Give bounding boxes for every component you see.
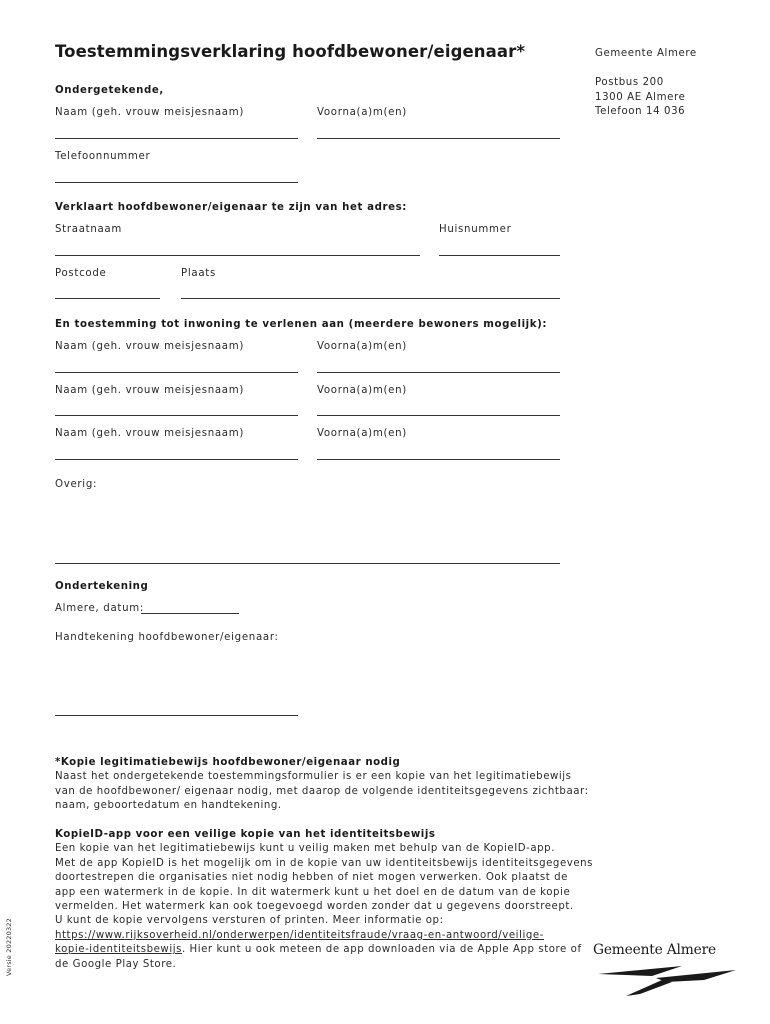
postcode-label: Postcode bbox=[55, 268, 107, 279]
bewoner-naam-label: Naam (geh. vrouw meisjesnaam) bbox=[55, 341, 245, 352]
telefoon-label: Telefoonnummer bbox=[55, 151, 151, 162]
handtekening-label: Handtekening hoofdbewoner/eigenaar: bbox=[55, 632, 279, 643]
footnote-text-line: doortestrepen die organisaties niet nodig hebben of niet mogen verwerken. Ook plaatst de bbox=[55, 872, 568, 884]
postcode-field[interactable] bbox=[55, 298, 160, 299]
bewoner-voornaam-field[interactable] bbox=[317, 415, 560, 416]
footnote-legitimatie bbox=[55, 756, 589, 814]
logo-text: Gemeente Almere bbox=[593, 942, 716, 958]
naam-label: Naam (geh. vrouw meisjesnaam) bbox=[55, 107, 245, 118]
plaats-label: Plaats bbox=[181, 268, 216, 279]
voornaam-label: Voorna(a)m(en) bbox=[317, 107, 407, 118]
bewoner-voornaam-label: Voorna(a)m(en) bbox=[317, 385, 407, 396]
rijksoverheid-link[interactable]: https://www.rijksoverheid.nl/onderwerpen/identiteitsfraude/vraag-en-antwoord/veilige- bbox=[55, 929, 544, 941]
footnote-text-line: app een watermerk in de kopie. In dit watermerk kunt u het doel en de datum van de kopie bbox=[55, 886, 571, 898]
section-inwoning-heading: En toestemming tot inwoning te verlenen aan (meerdere bewoners mogelijk): bbox=[55, 319, 548, 330]
overig-field[interactable] bbox=[55, 563, 560, 564]
bewoner-naam-label: Naam (geh. vrouw meisjesnaam) bbox=[55, 385, 245, 396]
section-adres-heading: Verklaart hoofdbewoner/eigenaar te zijn van het adres: bbox=[55, 202, 407, 213]
footnote-kopieid bbox=[55, 828, 593, 972]
bewoner-voornaam-label: Voorna(a)m(en) bbox=[317, 341, 407, 352]
footnote-text-line: Met de app KopieID is het mogelijk om in de kopie van uw identiteitsbewijs identiteitsgegevens bbox=[55, 857, 594, 869]
huisnummer-field[interactable] bbox=[439, 255, 560, 256]
footnote-text-line: Naast het ondergetekende toestemmingsformulier is er een kopie van het legitimatiebewijs bbox=[55, 771, 572, 783]
address-line2: 1300 AE Almere bbox=[595, 92, 686, 103]
bewoner-naam-field[interactable] bbox=[55, 415, 298, 416]
footnote-text-line: de Google Play Store. bbox=[55, 958, 177, 970]
straatnaam-label: Straatnaam bbox=[55, 224, 122, 235]
ondertekening-heading: Ondertekening bbox=[55, 581, 149, 592]
page-title: Toestemmingsverklaring hoofdbewoner/eigenaar* bbox=[55, 42, 526, 61]
footnote-text-after-link: . Hier kunt u ook meteen de app downloaden via de Apple App store of bbox=[181, 944, 582, 956]
address-org: Gemeente Almere bbox=[595, 48, 697, 59]
datum-label: Almere, datum: bbox=[55, 603, 145, 614]
handtekening-field[interactable] bbox=[55, 715, 298, 716]
bewoner-voornaam-label: Voorna(a)m(en) bbox=[317, 428, 407, 439]
address-line1: Postbus 200 bbox=[595, 77, 664, 88]
huisnummer-label: Huisnummer bbox=[439, 224, 512, 235]
overig-label: Overig: bbox=[55, 479, 98, 490]
footnote-text-line: vermelden. Het watermerk kan ook toegevoegd worden zonder dat u gegevens doorstreept. bbox=[55, 901, 574, 913]
naam-field[interactable] bbox=[55, 138, 298, 139]
datum-field[interactable] bbox=[141, 613, 239, 614]
almere-logo-icon bbox=[596, 962, 742, 998]
bewoner-voornaam-field[interactable] bbox=[317, 459, 560, 460]
rijksoverheid-link-continued[interactable]: kopie-identiteitsbewijs bbox=[55, 944, 182, 956]
footnote-text-line: van de hoofdbewoner/ eigenaar nodig, met daarop de volgende identiteitsgegevens zichtbaar: bbox=[55, 785, 589, 797]
footnote-text-line: U kunt de kopie vervolgens versturen of printen. Meer informatie op: bbox=[55, 915, 444, 927]
straatnaam-field[interactable] bbox=[55, 255, 420, 256]
footnote-text-line: naam, geboortedatum en handtekening. bbox=[55, 800, 282, 812]
footnote-kopieid-heading: KopieID-app voor een veilige kopie van het identiteitsbewijs bbox=[55, 829, 436, 840]
bewoner-voornaam-field[interactable] bbox=[317, 372, 560, 373]
voornaam-field[interactable] bbox=[317, 138, 560, 139]
section-ondergetekende-heading: Ondergetekende, bbox=[55, 85, 164, 96]
address-line3: Telefoon 14 036 bbox=[595, 106, 686, 117]
footnote-legitimatie-heading: *Kopie legitimatiebewijs hoofdbewoner/eigenaar nodig bbox=[55, 757, 401, 768]
bewoner-naam-label: Naam (geh. vrouw meisjesnaam) bbox=[55, 428, 245, 439]
version-label: Versie 20220322 bbox=[5, 918, 13, 976]
bewoner-naam-field[interactable] bbox=[55, 459, 298, 460]
plaats-field[interactable] bbox=[181, 298, 560, 299]
telefoon-field[interactable] bbox=[55, 182, 298, 183]
footnote-text-line: Een kopie van het legitimatiebewijs kunt u veilig maken met behulp van de KopieID-app. bbox=[55, 843, 555, 855]
bewoner-naam-field[interactable] bbox=[55, 372, 298, 373]
